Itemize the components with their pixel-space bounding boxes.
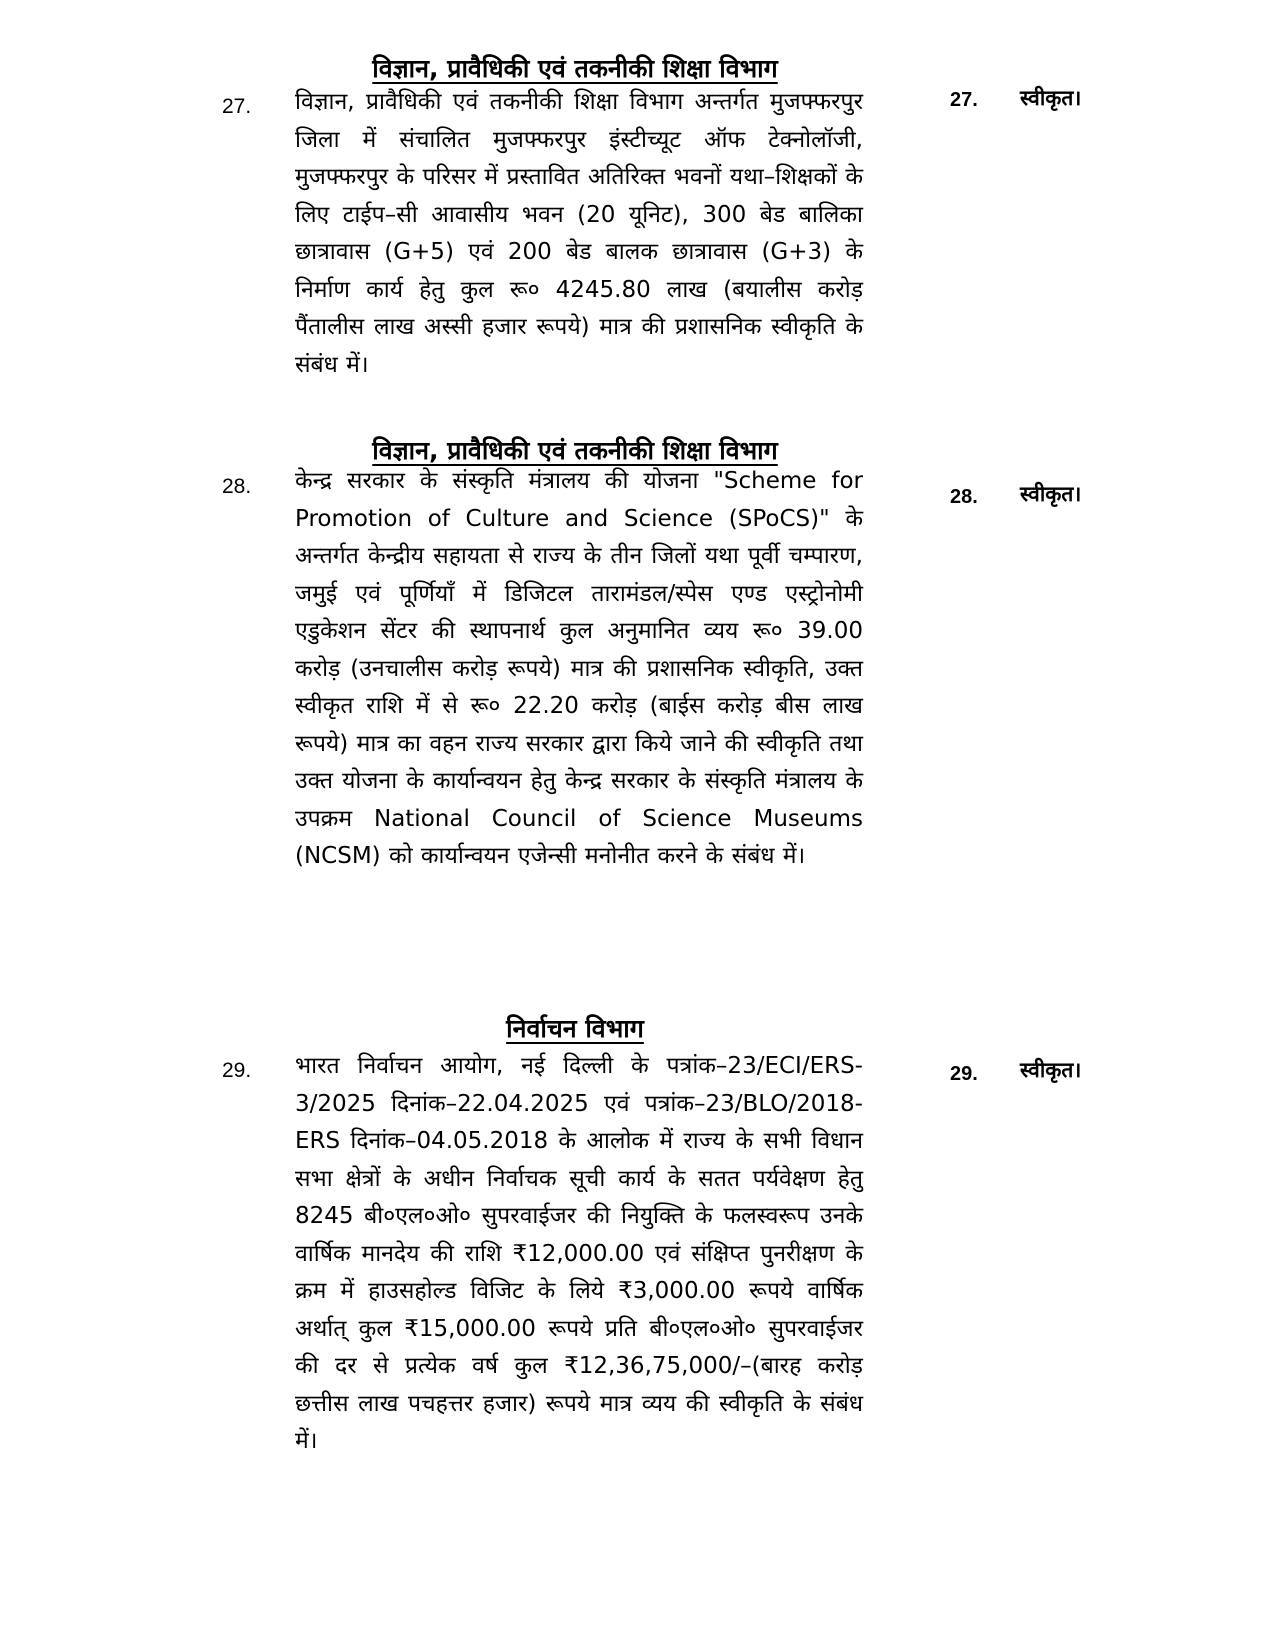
item-number: 28.: [222, 475, 252, 498]
decision-number: 29.: [950, 1063, 978, 1085]
decision-status: स्वीकृत।: [1020, 86, 1082, 110]
item-number: 29.: [222, 1059, 252, 1082]
decision-status: स्वीकृत।: [1020, 482, 1082, 506]
department-heading: [290, 1012, 860, 1046]
decision-status: स्वीकृत।: [1020, 1058, 1082, 1082]
item-description: भारत निर्वाचन आयोग, नई दिल्ली के पत्रांक–23/ECI/ERS-3/2025 दिनांक–22.04.2025 एवं पत्रांक–23/BLO/2018-ERS दिनांक–04.05.2018 के आलोक में राज्य के सभी विधान सभा क्षेत्रों के अधीन निर्वाचक सूची कार्य के सतत पर्यवेक्षण हेतु 8245 बी०एल०ओ० सुपरवाईजर की नियुक्ति के फलस्वरूप उनके वार्षिक मानदेय की राशि ₹12,000.00 एवं संक्षिप्त पुनरीक्षण के क्रम में हाउसहोल्ड विजिट के लिये ₹3,000.00 रूपये वार्षिक अर्थात् कुल ₹15,000.00 रूपये प्रति बी०एल०ओ० सुपरवाईजर की दर से प्रत्येक वर्ष कुल ₹12,36,75,000/–(बारह करोड़ छत्तीस लाख पचहत्तर हजार) रूपये मात्र व्यय की स्वीकृति के संबंध में।: [295, 1053, 863, 1454]
department-heading-text: विज्ञान, प्रावैधिकी एवं तकनीकी शिक्षा विभाग: [372, 54, 778, 83]
item-description: विज्ञान, प्रावैधिकी एवं तकनीकी शिक्षा विभाग अन्तर्गत मुजफ्फरपुर जिला में संचालित मुजफ्फरपुर इंस्टीच्यूट ऑफ टेक्नोलॉजी, मुजफ्फरपुर के परिसर में प्रस्तावित अतिरिक्त भवनों यथा–शिक्षकों के लिए टाईप–सी आवासीय भवन (20 यूनिट), 300 बेड बालिका छात्रावास (G+5) एवं 200 बेड बालक छात्रावास (G+3) के निर्माण कार्य हेतु कुल रू० 4245.80 लाख (बयालीस करोड़ पैंतालीस लाख अस्सी हजार रूपये) मात्र की प्रशासनिक स्वीकृति के संबंध में।: [295, 89, 863, 378]
item-description: केन्द्र सरकार के संस्कृति मंत्रालय की योजना "Scheme for Promotion of Culture and Science (SPoCS)" के अन्तर्गत केन्द्रीय सहायता से राज्य के तीन जिलों यथा पूर्वी चम्पारण, जमुई एवं पूर्णियाँ में डिजिटल तारामंडल/स्पेस एण्ड एस्ट्रोनोमी एडुकेशन सेंटर की स्थापनार्थ कुल अनुमानित व्यय रू० 39.00 करोड़ (उनचालीस करोड़ रूपये) मात्र की प्रशासनिक स्वीकृति, उक्त स्वीकृत राशि में से रू० 22.20 करोड़ (बाईस करोड़ बीस लाख रूपये) मात्र का वहन राज्य सरकार द्वारा किये जाने की स्वीकृति तथा उक्त योजना के कार्यान्वयन हेतु केन्द्र सरकार के संस्कृति मंत्रालय के उपक्रम National Council of Science Museums (NCSM) को कार्यान्वयन एजेन्सी मनोनीत करने के संबंध में।: [295, 468, 863, 869]
department-heading: [290, 52, 860, 86]
item-number: 27.: [222, 95, 252, 118]
department-heading-text: विज्ञान, प्रावैधिकी एवं तकनीकी शिक्षा विभाग: [372, 436, 778, 465]
decision-number: 27.: [950, 89, 978, 111]
department-heading-text: निर्वाचन विभाग: [506, 1014, 644, 1043]
decision-number: 28.: [950, 486, 978, 508]
